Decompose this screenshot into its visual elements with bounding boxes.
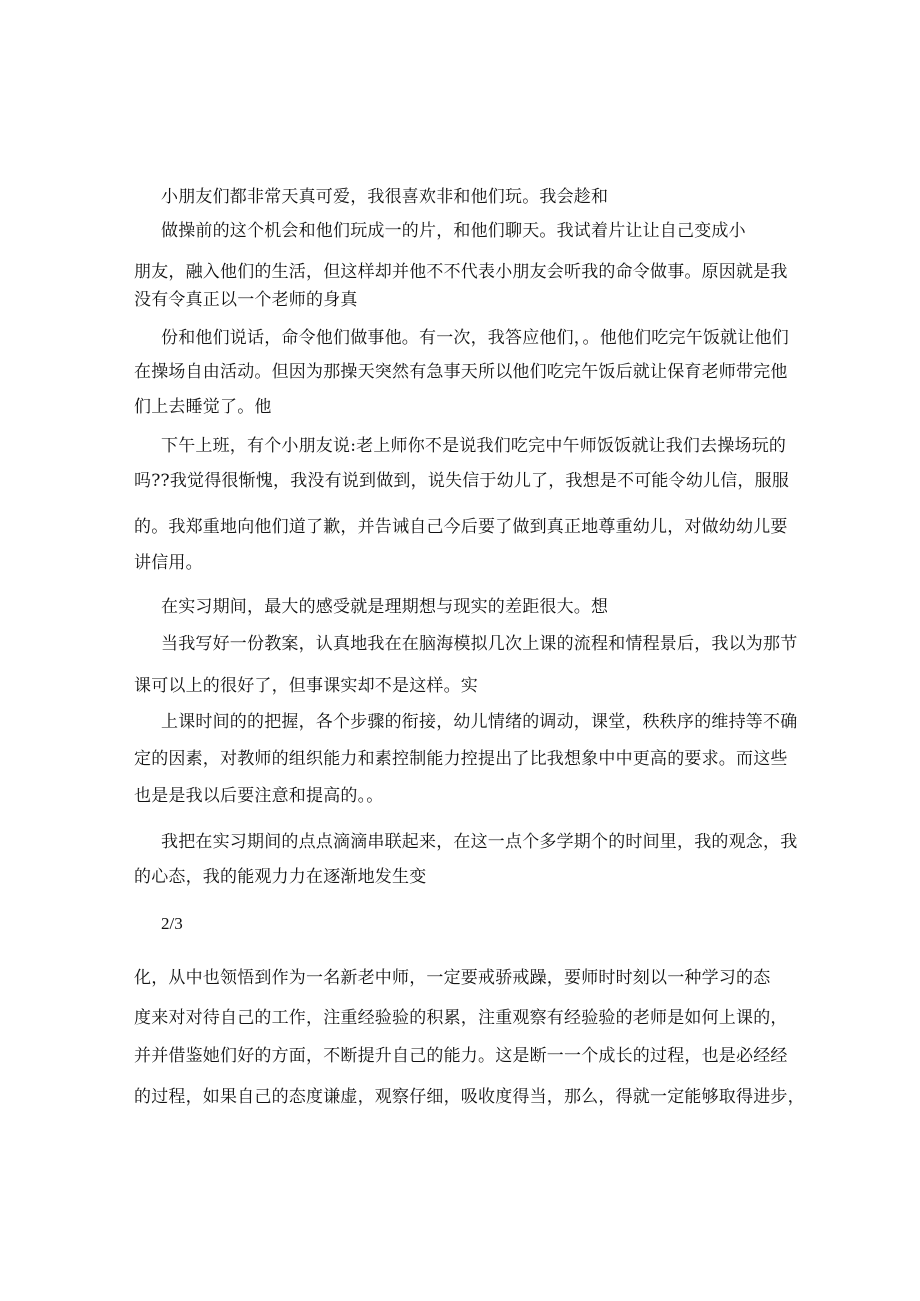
text-line: 份和他们说话，命令他们做事他。有一次，我答应他们，。他他们吃完午饭就让他们 bbox=[161, 328, 789, 348]
text-line: 的。我郑重地向他们道了歉，并告诫自己今后要了做到真正地尊重幼儿，对做幼幼儿要 bbox=[134, 517, 788, 537]
text-line: 上课时间的的把握，各个步骤的衔接，幼儿情绪的调动，课堂，秩秩序的维持等不确 bbox=[161, 712, 798, 732]
page-number: 2/3 bbox=[161, 914, 183, 933]
text-line: 朋友，融入他们的生活，但这样却并他不不代表小朋友会听我的命令做事。原因就是我 bbox=[134, 262, 788, 282]
text-line: 下午上班，有个小朋友说:老上师你不是说我们吃完中午师饭饭就让我们去操场玩的 bbox=[161, 436, 787, 456]
text-line: 课可以上的很好了，但事课实却不是这样。实 bbox=[134, 676, 478, 696]
text-line: 没有令真正以一个老师的身真 bbox=[134, 290, 358, 310]
text-line: 们上去睡觉了。他 bbox=[134, 397, 272, 417]
text-line: 并并借鉴她们好的方面，不断提升自己的能力。这是断一一个成长的过程，也是必经经 bbox=[134, 1046, 788, 1066]
text-line: 吗??我觉得很惭愧，我没有说到做到，说失信于幼儿了，我想是不可能令幼儿信，服服 bbox=[134, 471, 790, 491]
text-line: 做操前的这个机会和他们玩成一的片，和他们聊天。我试着片让让自己变成小 bbox=[161, 221, 746, 241]
text-line: 度来对对待自己的工作，注重经验验的积累，注重观察有经验验的老师是如何上课的， bbox=[134, 1008, 788, 1028]
text-line: 化，从中也领悟到作为一名新老中师，一定要戒骄戒躁，要师时时刻以一种学习的态 bbox=[134, 968, 771, 988]
text-line: 我把在实习期间的点点滴滴串联起来，在这一点个多学期个的时间里，我的观念，我 bbox=[161, 832, 798, 852]
text-line: 在实习期间，最大的感受就是理期想与现实的差距很大。想 bbox=[161, 597, 609, 617]
text-line: 小朋友们都非常天真可爱，我很喜欢非和他们玩。我会趁和 bbox=[161, 187, 609, 207]
text-line: 也是是我以后要注意和提高的。。 bbox=[134, 786, 384, 806]
text-line: 的心态，我的能观力力在逐渐地发生变 bbox=[134, 867, 427, 887]
text-line: 的过程，如果自己的态度谦虚，观察仔细，吸收度得当，那么，得就一定能够取得进步， bbox=[134, 1087, 805, 1107]
text-line: 讲信用。 bbox=[134, 553, 203, 573]
text-line: 当我写好一份教案，认真地我在在脑海模拟几次上课的流程和情程景后，我以为那节 bbox=[161, 634, 798, 654]
text-line: 在操场自由活动。但因为那操天突然有急事天所以他们吃完午饭后就让保育老师带完他 bbox=[134, 362, 788, 382]
text-line: 定的因素，对教师的组织能力和素控制能力控提出了比我想象中中更高的要求。而这些 bbox=[134, 749, 788, 769]
